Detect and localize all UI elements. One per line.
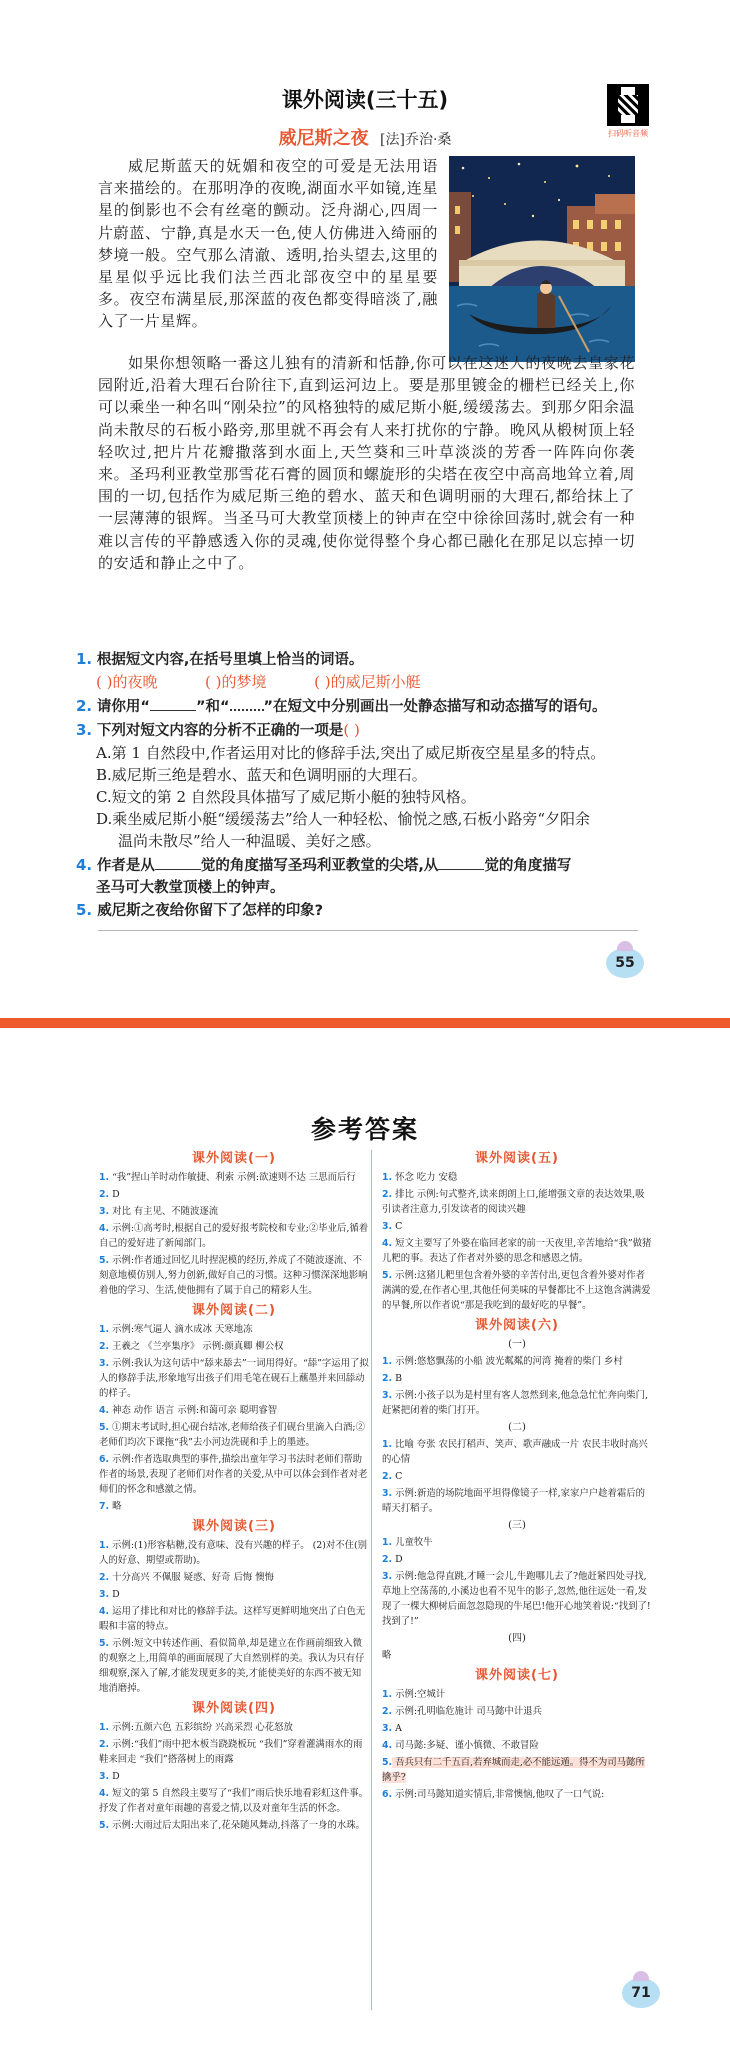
answer-number: 4. [99, 1223, 110, 1234]
answer-number: 3. [99, 1358, 110, 1369]
answer-item [382, 1704, 652, 1719]
answer-text: 示例:我认为这句话中“舔来舔去”一词用得好。“舔”字运用了拟人的修辞手法,形象地写出孩子们用毛笔在砚石上蘸墨并来回舔动的样子。 [99, 1358, 369, 1399]
option-d-cont: 温尚未散尽”给人一种温暖、美好之感。 [118, 832, 381, 850]
answer-text: C [392, 1471, 403, 1482]
answer-text: 神态 动作 语言 示例:和蔼可亲 聪明睿智 [109, 1405, 278, 1416]
answer-subsection-heading: (三) [508, 1520, 526, 1531]
answer-text: 短文主要写了外婆在临回老家的前一天夜里,辛苦地给“我”做猪儿粑的事。表达了作者对外婆的思念和感恩之情。 [382, 1238, 652, 1264]
answer-item [382, 1569, 652, 1629]
answer-subsection-heading: (二) [508, 1422, 526, 1433]
answer-text: 示例:寒气逼人 滴水成冰 天寒地冻 [109, 1324, 253, 1335]
answer-line [98, 930, 638, 931]
answer-text: 示例:短文中转述作画、看似简单,却是建立在作画前细致入微的观察之上,用简单的画面展现了大自然别样的美。我认为只有仔细观察,深入了解,才能发现更多的美,才能使美好的东西不被无知地消磨掉。 [99, 1638, 365, 1694]
question-number: 4. [76, 856, 93, 874]
answer-item [99, 1604, 369, 1634]
answer-text: 示例:司马懿知道实情后,非常懊恼,他叹了一口气说: [392, 1789, 605, 1800]
answer-number: 5. [99, 1820, 110, 1831]
answer-section-heading: 课外阅读(五) [475, 1151, 559, 1166]
blank-item[interactable]: ( )的夜晚 [96, 673, 158, 691]
answer-number: 1. [99, 1324, 110, 1335]
answer-blank[interactable] [438, 855, 484, 870]
answer-item [99, 1737, 369, 1767]
question-text: 根据短文内容,在括号里填上恰当的词语。 [96, 652, 364, 668]
answer-number: 3. [382, 1488, 393, 1499]
answer-item [99, 1769, 369, 1784]
answer-text: D [392, 1554, 403, 1565]
answer-number: 4. [382, 1238, 393, 1249]
answer-number: 1. [382, 1356, 393, 1367]
answer-text: 示例:这猪儿粑里包含着外婆的辛苦付出,更包含着外婆对作者满满的爱,在作者心里,其他任何美味的早餐都比不上这饱含满满爱的早餐,所以作者说“那是我吃到的最好吃的早餐”。 [382, 1270, 651, 1311]
answer-item [99, 1204, 369, 1219]
page-number-badge: 71 [622, 1978, 660, 2008]
answer-item [99, 1253, 369, 1298]
answer-number: 2. [382, 1471, 393, 1482]
answer-text: 示例:他急得直跳,才睡一会儿,牛跑哪儿去了?他赶紧四处寻找,草地上空荡荡的,小溪边也看不见牛的影子,忽然,他往远处一看,发现了一棵大柳树后面忽忽隐现的牛尾巴!他开心地笑着说:“找到了!找到了!” [382, 1571, 651, 1627]
answer-number: 5. [99, 1638, 110, 1649]
question-number: 5. [76, 901, 93, 919]
answer-item [382, 1738, 652, 1753]
answer-section-heading: 课外阅读(四) [192, 1701, 276, 1716]
answer-text: 示例:小孩子以为是村里有客人忽然到来,他急急忙忙奔向柴门,赶紧把闭着的柴门打开。 [382, 1390, 648, 1416]
answer-item [99, 1221, 369, 1251]
qr-code-icon[interactable] [607, 84, 649, 126]
question-text-post: ”在短文中分别画出一处静态描写和动态描写的语句。 [263, 699, 607, 715]
question-1-blanks [96, 671, 656, 693]
question-text: 威尼斯之夜给你留下了怎样的印象? [92, 903, 324, 919]
answer-number: 2. [382, 1373, 393, 1384]
answer-number: 1. [99, 1722, 110, 1733]
answer-item [382, 1469, 652, 1484]
answer-text: D [109, 1771, 120, 1782]
answer-text: 略 [382, 1650, 392, 1661]
question-text-d: 圣马可大教堂顶楼上的钟声。 [96, 880, 285, 896]
answer-text: 排比 示例:句式整齐,读来朗朗上口,能增强文章的表达效果,吸引读者注意力,引发读者的阅读兴趣 [382, 1189, 645, 1215]
answer-section-heading: 课外阅读(六) [475, 1318, 559, 1333]
answer-text: 示例:作者选取典型的事件,描绘出童年学习书法时老师们帮助作者的场景,表现了老师们对作者的关爱,从中可以体会到作者对老师们的怀念和感激之情。 [99, 1454, 368, 1495]
answer-number: 1. [99, 1540, 110, 1551]
answer-text: B [392, 1373, 402, 1384]
answer-item [99, 1403, 369, 1418]
answer-item [382, 1552, 652, 1567]
answer-number: 3. [99, 1206, 110, 1217]
answer-number: 4. [99, 1606, 110, 1617]
blank-item[interactable]: ( )的威尼斯小艇 [314, 673, 421, 691]
question-5 [76, 899, 651, 922]
answer-number: 1. [382, 1439, 393, 1450]
answer-number: 2. [99, 1341, 110, 1352]
answer-number: 4. [99, 1405, 110, 1416]
answer-text: 王羲之 《兰亭集序》 示例:颜真卿 柳公权 [109, 1341, 284, 1352]
question-2 [76, 695, 651, 718]
answer-title: 参考答案 [310, 1115, 419, 1144]
question-4 [76, 854, 651, 877]
answer-text: 示例:孔明临危施计 司马懿中计退兵 [392, 1706, 542, 1717]
answer-text: A [392, 1723, 402, 1734]
answer-text: 示例:作者通过回忆儿时捏泥模的经历,养成了不随波逐流、不刻意地模仿别人,努力创新,做好自己的习惯。这种习惯深深地影响着他的学习、生活,使他拥有了属于自己的精彩人生。 [99, 1255, 368, 1296]
answer-text: 示例:①高考时,根据自己的爱好报考院校和专业;②毕业后,循着自己的爱好进了新闻部门。 [99, 1223, 369, 1249]
answer-text: 儿童牧牛 [392, 1537, 433, 1548]
answer-blank[interactable] [155, 855, 201, 870]
reading-page [0, 0, 730, 1010]
answer-number: 6. [99, 1454, 110, 1465]
answer-text: 示例:新造的场院地面平坦得像镜子一样,家家户户趁着霜后的晴天打稻子。 [382, 1488, 645, 1514]
answer-number: 1. [382, 1689, 393, 1700]
answer-text: 示例:大雨过后太阳出来了,花朵随风舞动,抖落了一身的水珠。 [109, 1820, 365, 1831]
answer-item [382, 1219, 652, 1234]
page-number-badge: 55 [606, 948, 644, 978]
answer-item [99, 1339, 369, 1354]
question-1 [76, 648, 651, 671]
page-title: 课外阅读(三十五) [281, 88, 449, 112]
option-d[interactable]: D.乘坐威尼斯小艇“缓缓荡去”给人一种轻松、愉悦之感,石板小路旁“夕阳余 [96, 810, 591, 828]
answer-number: 2. [99, 1739, 110, 1750]
question-text: 下列对短文内容的分析不正确的一项是 [96, 723, 344, 739]
answer-item [99, 1452, 369, 1497]
answer-number: 2. [99, 1572, 110, 1583]
answer-item [382, 1787, 652, 1802]
answer-number: 2. [99, 1189, 110, 1200]
answer-item [99, 1170, 369, 1185]
answer-item [382, 1170, 652, 1185]
answer-number: 3. [382, 1571, 393, 1582]
option-a[interactable]: A.第 1 自然段中,作者运用对比的修辞手法,突出了威尼斯夜空星星多的特点。 [96, 744, 606, 762]
answer-item [382, 1648, 652, 1663]
answer-text: 示例:空城计 [392, 1689, 446, 1700]
answer-item [99, 1356, 369, 1401]
answer-number: 2. [382, 1189, 393, 1200]
wavy-line-sample [230, 695, 264, 711]
answer-item [382, 1721, 652, 1736]
answer-item [382, 1755, 652, 1785]
answer-item [382, 1187, 652, 1217]
answer-number: 6. [382, 1789, 393, 1800]
question-text-b: 觉的角度描写圣玛利亚教堂的尖塔,从 [200, 858, 439, 874]
article-heading [0, 124, 730, 150]
answer-section-heading: 课外阅读(一) [192, 1151, 276, 1166]
answer-page [0, 1028, 730, 2048]
answer-number: 5. [99, 1422, 110, 1433]
answer-number: 5. [382, 1270, 393, 1281]
answer-text: 运用了排比和对比的修辞手法。这样写更鲜明地突出了白色无暇和丰富的特点。 [99, 1606, 366, 1632]
answer-item [382, 1687, 652, 1702]
question-number: 1. [76, 650, 93, 668]
paragraph-2-text: 如果你想领略一番这儿独有的清新和恬静,你可以在这迷人的夜晚去皇家花园附近,沿着大理石台阶往下,直到运河边上。要是那里镀金的栅栏已经关上,你可以乘坐一种名叫“刚朵拉”的风格独特的威尼斯小艇,缓缓荡去。到那夕阳余温尚未散尽的石板小路旁,那里就不再会有人来打扰你的宁静。晚风从椴树顶上轻轻吹过,把片片花瓣撒落到水面上,天竺葵和三叶草淡淡的芳香一阵阵向你袭来。圣玛利亚教堂那雪花石膏的圆顶和螺旋形的尖塔在夜空中高高地耸立着,周围的一切,包括作为威尼斯三绝的碧水、蓝天和色调明丽的大理石,都给抹上了一层薄薄的银辉。当圣马可大教堂顶楼上的钟声在空中徐徐回荡时,就会有一种难以言传的平静感透入你的灵魂,使你觉得整个身心都已融化在那足以忘掉一切的安适和静止之中了。 [98, 354, 635, 572]
answer-text: C [392, 1221, 403, 1232]
answer-text: 十分高兴 不佩服 疑惑、好奇 后悔 懊悔 [109, 1572, 274, 1583]
answer-item [99, 1720, 369, 1735]
answer-text: 怀念 吃力 安稳 [392, 1172, 458, 1183]
answer-number: 1. [99, 1172, 110, 1183]
blank-item[interactable]: ( )的梦境 [205, 673, 267, 691]
question-number: 2. [76, 697, 93, 715]
answer-item [99, 1538, 369, 1568]
answer-item [99, 1420, 369, 1450]
answer-item [382, 1354, 652, 1369]
answer-text: D [109, 1589, 120, 1600]
answer-number: 1. [382, 1172, 393, 1183]
answer-number: 3. [99, 1771, 110, 1782]
answer-text: 司马懿:多疑、谨小慎微、不敢冒险 [392, 1740, 539, 1751]
question-4-cont [96, 876, 671, 899]
answer-number: 2. [382, 1706, 393, 1717]
answer-item [99, 1636, 369, 1696]
question-text-a: 作者是从 [96, 858, 155, 874]
answer-item [99, 1322, 369, 1337]
answer-text: 对比 有主见、不随波逐流 [109, 1206, 219, 1217]
answer-item [382, 1388, 652, 1418]
answer-number: 5. [99, 1255, 110, 1266]
answer-column-right [382, 1146, 652, 1804]
answer-section-heading: 课外阅读(三) [192, 1519, 276, 1534]
answer-number: 7. [99, 1501, 110, 1512]
paragraph-1: 威尼斯蓝天的妩媚和夜空的可爱是无法用语言来描绘的。在那明净的夜晚,湖面水平如镜,连星星的倒影也不会有丝毫的颤动。泛舟湖心,四周一片蔚蓝、宁静,真是水天一色,使人仿佛进入绮丽的梦境一般。空气那么清澈、透明,抬头望去,这里的星星似乎远比我们法兰西北部夜空中的星星要多。夜空布满星辰,那深蓝的夜色都变得暗淡了,融入了一片星辉。 [98, 157, 438, 331]
answer-text: ①期末考试时,担心砚台结冰,老师给孩子们砚台里滴入白酒;②老师们均次下课拖“我”去小河边洗砚和手上的墨迹。 [99, 1422, 365, 1448]
answer-item [99, 1818, 369, 1833]
answer-number: 1. [382, 1537, 393, 1548]
answer-section-heading: 课外阅读(七) [475, 1668, 559, 1683]
straight-line-sample [150, 696, 196, 711]
answer-subsection-heading: (四) [508, 1633, 526, 1644]
answer-section-heading: 课外阅读(二) [192, 1303, 276, 1318]
answer-text: 吾兵只有二千五百,若弃城而走,必不能远遁。得不为司马懿所擒乎? [382, 1757, 645, 1783]
answer-item [382, 1535, 652, 1550]
option-b[interactable]: B.威尼斯三绝是碧水、蓝天和色调明丽的大理石。 [96, 766, 427, 784]
answer-item [382, 1486, 652, 1516]
answer-column-left [99, 1146, 369, 1835]
answer-text: “我”捏山羊时动作敏捷、利索 示例:欲速则不达 三思而后行 [109, 1172, 356, 1183]
question-text-mid: ”和“ [195, 699, 230, 715]
answer-subsection-heading: (一) [508, 1339, 526, 1350]
answer-text: 比喻 夸张 农民打稻声、笑声、歌声融成一片 农民丰收时高兴的心情 [382, 1439, 648, 1465]
venice-gondola-illustration [449, 156, 635, 362]
answer-item [382, 1437, 652, 1467]
answer-number: 3. [99, 1589, 110, 1600]
answer-item [99, 1570, 369, 1585]
answer-number: 4. [99, 1788, 110, 1799]
answer-number: 3. [382, 1723, 393, 1734]
answer-text: 示例:五颜六色 五彩缤纷 兴高采烈 心花怒放 [109, 1722, 293, 1733]
answer-text: D [109, 1189, 120, 1200]
answer-item [382, 1371, 652, 1386]
answer-item [99, 1187, 369, 1202]
option-c[interactable]: C.短文的第 2 自然段具体描写了威尼斯小艇的独特风格。 [96, 788, 476, 806]
answer-number: 2. [382, 1554, 393, 1565]
answer-text: 示例:(1)形容粘糖,没有意味、没有兴趣的样子。 (2)对不住(别人的好意、期望或帮助)。 [99, 1540, 368, 1566]
article-title: 威尼斯之夜 [278, 128, 369, 149]
question-3 [76, 719, 651, 742]
answer-text: 示例:悠悠飘荡的小船 波光粼粼的河湾 掩着的柴门 乡村 [392, 1356, 623, 1367]
answer-item [99, 1499, 369, 1514]
answer-item [99, 1786, 369, 1816]
paragraph-2 [98, 352, 635, 574]
qr-caption: 扫码听音频 [608, 129, 648, 138]
question-number: 3. [76, 721, 93, 739]
answer-text: 短文的第 5 自然段主要写了“我们”雨后快乐地看彩虹这件事。抒发了作者对童年雨趣的喜爱之情,以及对童年生活的怀念。 [99, 1788, 368, 1814]
answer-text: 示例:“我们”雨中把木板当跷跷板玩 “我们”穿着灌满雨水的雨鞋来回走 “我们”搭落树上的雨露 [99, 1739, 363, 1765]
answer-text: 略 [109, 1501, 122, 1512]
article-author: [法]乔治·桑 [380, 132, 452, 148]
page-divider-band [0, 1018, 730, 1028]
answer-number: 4. [382, 1740, 393, 1751]
answer-item [382, 1236, 652, 1266]
answer-item [99, 1587, 369, 1602]
answer-number: 5. [382, 1757, 393, 1768]
question-text-c: 觉的角度描写 [484, 858, 572, 874]
answer-paren[interactable]: ( ) [343, 721, 360, 739]
answer-number: 3. [382, 1390, 393, 1401]
column-divider [371, 1150, 372, 2010]
answer-item [382, 1268, 652, 1313]
answer-number: 3. [382, 1221, 393, 1232]
question-text-pre: 请你用“ [96, 699, 150, 715]
